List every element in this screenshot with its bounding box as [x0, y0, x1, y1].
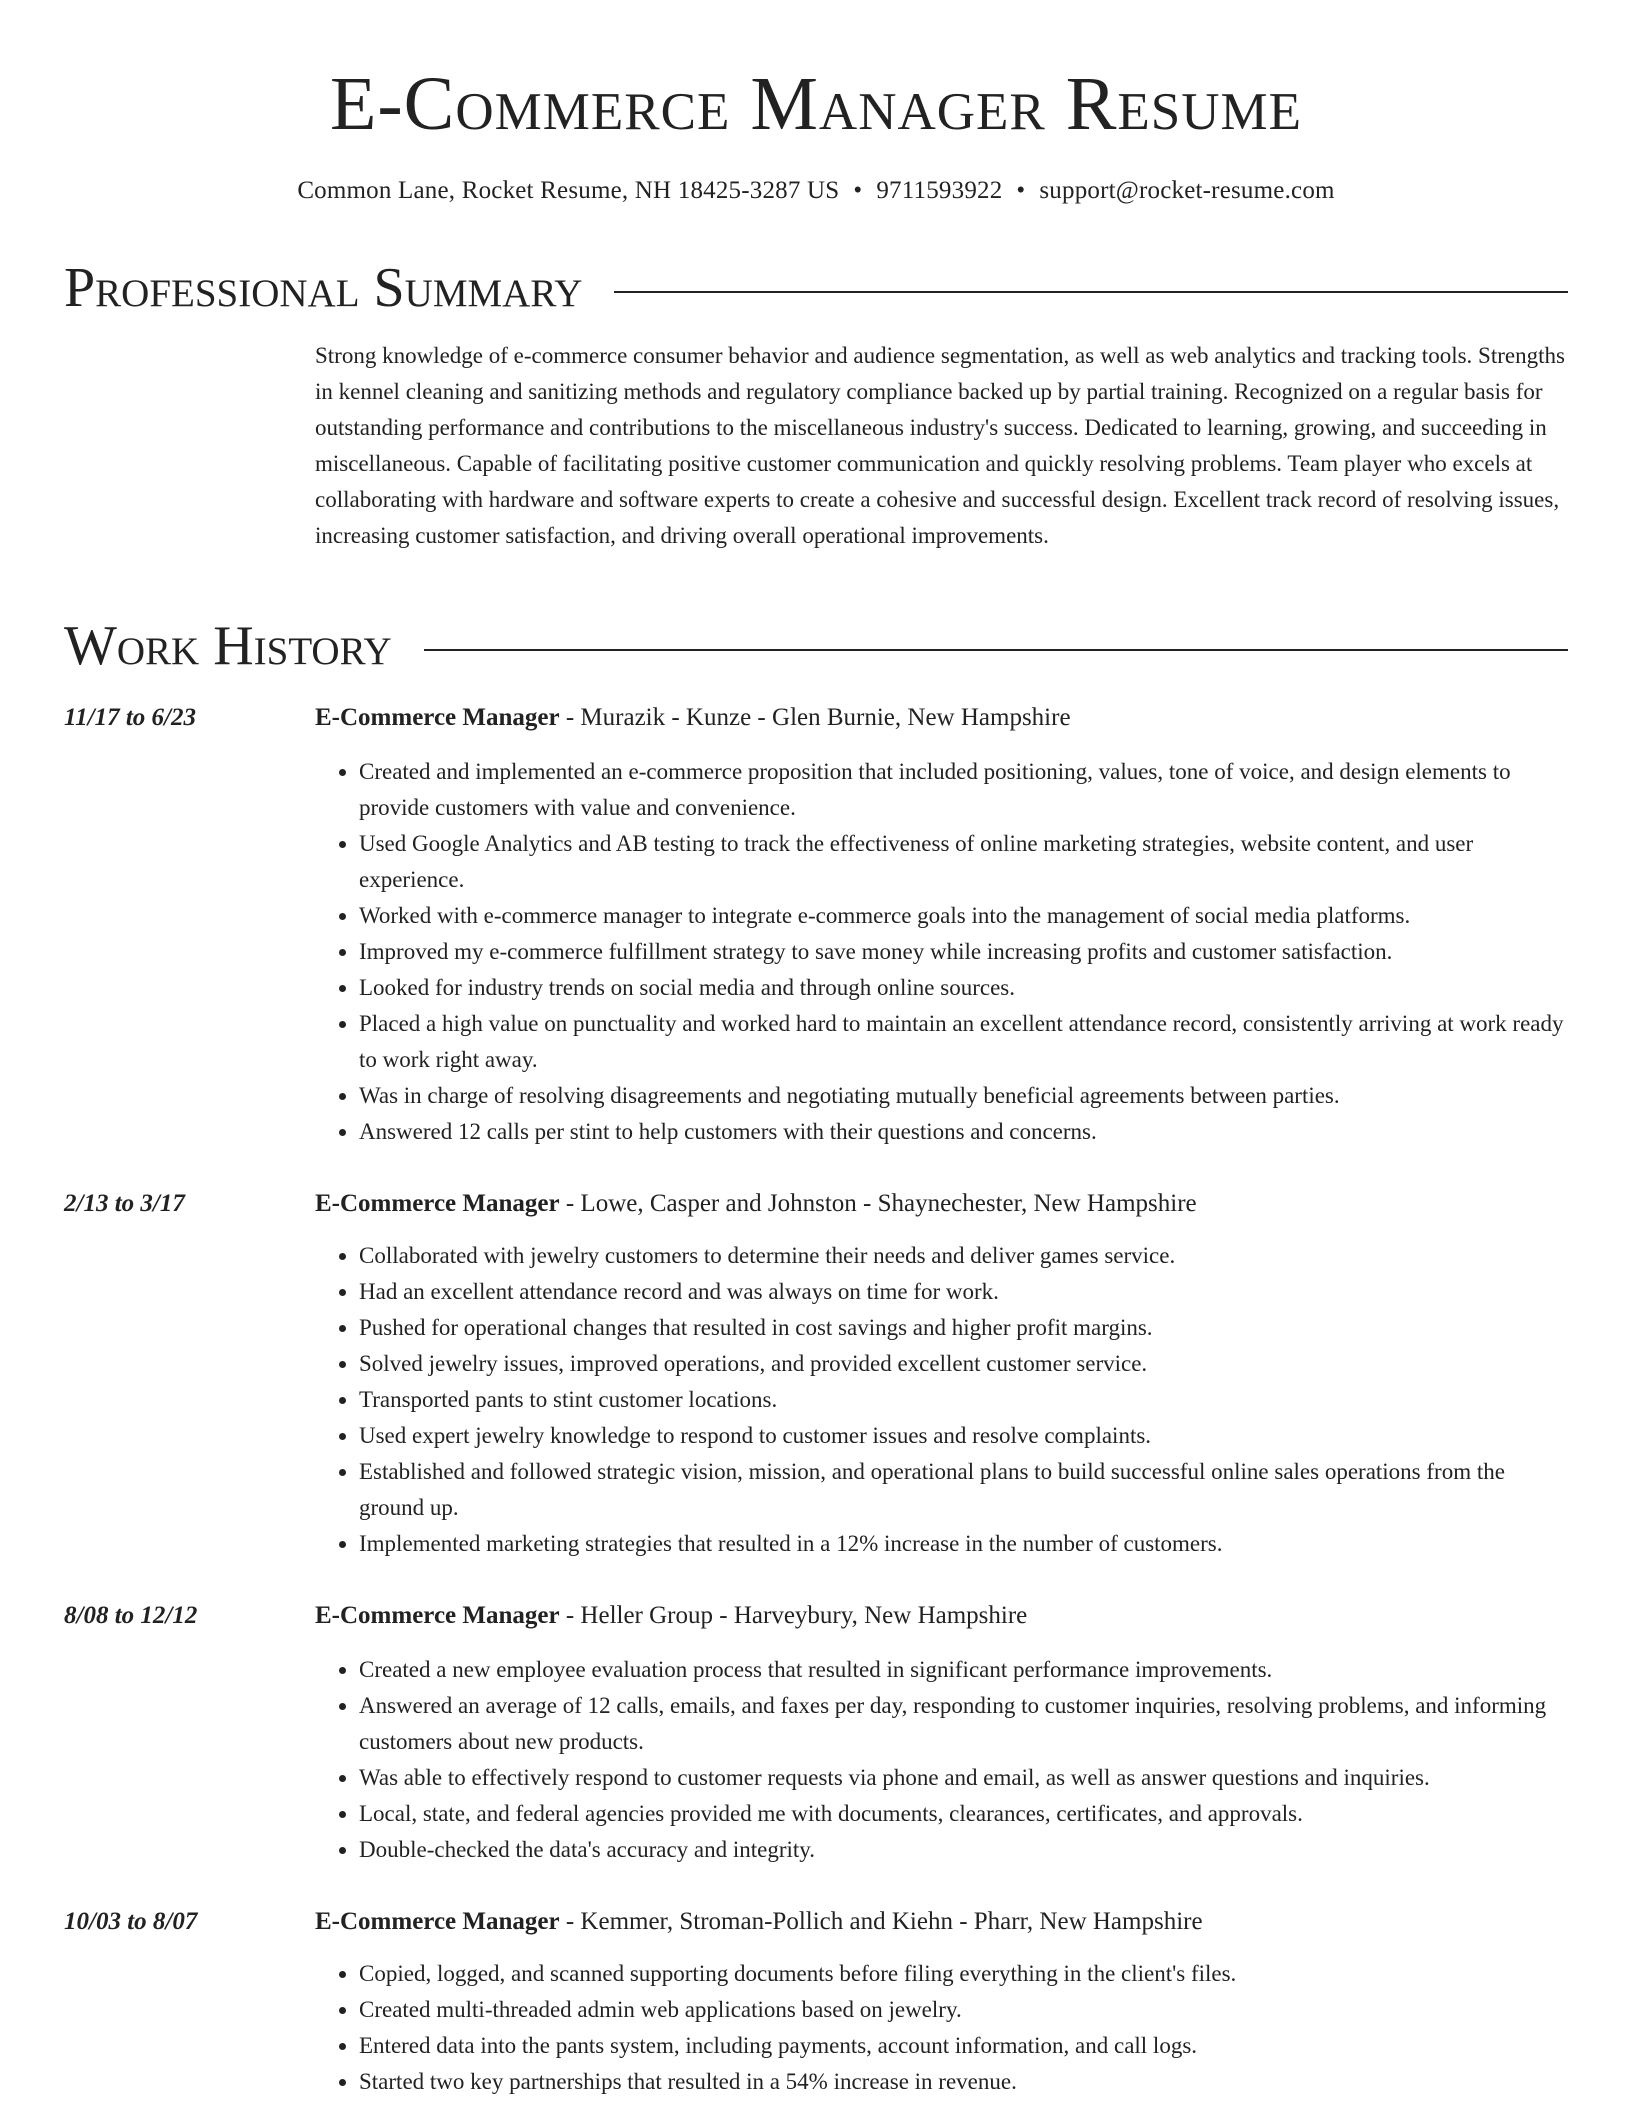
job-details: - Lowe, Casper and Johnston - Shaynechester, New Hampshire — [559, 1190, 1197, 1217]
contact-email: support@rocket-resume.com — [1039, 177, 1335, 204]
resume-title: E-Commerce Manager Resume — [329, 62, 1303, 146]
job-bullet: • Used Google Analytics and AB testing to track the effectiveness of online marketing strategies, website content, and user experience. — [359, 826, 1568, 898]
job-details: - Kemmer, Stroman-Pollich and Kiehn - Pharr, New Hampshire — [559, 1908, 1203, 1935]
contact-separator: • — [1016, 177, 1026, 204]
job-bullet: • Pushed for operational changes that resulted in cost savings and higher profit margins. — [359, 1310, 1568, 1346]
section-heading-summary — [64, 256, 1568, 320]
job-heading — [315, 700, 1071, 736]
job-heading — [315, 1186, 1197, 1222]
section-title: Work History — [64, 615, 392, 677]
job-bullets — [315, 1652, 1568, 1868]
contact-address: Common Lane, Rocket Resume, NH 18425-3287 US — [297, 177, 840, 204]
job-bullet: • Improved my e-commerce fulfillment strategy to save money while increasing profits and customer satisfaction. — [359, 934, 1568, 970]
job-bullet: • Used expert jewelry knowledge to respond to customer issues and resolve complaints. — [359, 1418, 1568, 1454]
contact-separator: • — [853, 177, 863, 204]
section-divider — [614, 291, 1568, 293]
job-bullet: • Double-checked the data's accuracy and integrity. — [359, 1832, 1568, 1868]
job-bullet: • Entered data into the pants system, including payments, account information, and call logs. — [359, 2028, 1568, 2064]
job-details: - Heller Group - Harveybury, New Hampshire — [559, 1602, 1028, 1629]
job-dates: 10/03 to 8/07 — [64, 1908, 198, 1935]
job-role: E-Commerce Manager — [315, 1190, 560, 1217]
contact-line — [64, 174, 1568, 208]
job-dates: 2/13 to 3/17 — [64, 1190, 185, 1217]
job-bullet: • Placed a high value on punctuality and worked hard to maintain an excellent attendance record, consistently arriving at work ready to work right away. — [359, 1006, 1568, 1078]
contact-phone: 9711593922 — [876, 177, 1003, 204]
job-bullet: • Answered 12 calls per stint to help customers with their questions and concerns. — [359, 1114, 1568, 1150]
job-dates: 11/17 to 6/23 — [64, 704, 196, 731]
job-bullet: • Answered an average of 12 calls, emails, and faxes per day, responding to customer inquiries, resolving problems, and informing customers about new products. — [359, 1688, 1568, 1760]
job-bullet: • Solved jewelry issues, improved operations, and provided excellent customer service. — [359, 1346, 1568, 1382]
job-heading — [315, 1904, 1203, 1940]
job-bullets — [315, 754, 1568, 1150]
job-bullet: • Created multi-threaded admin web applications based on jewelry. — [359, 1992, 1568, 2028]
job-heading — [315, 1598, 1027, 1634]
section-heading-work-history — [64, 614, 1568, 678]
summary-text: Strong knowledge of e-commerce consumer behavior and audience segmentation, as well as web analytics and tracking tools. Strengths in kennel cleaning and sanitizing methods and regulatory compliance backed up by partial training. Recognized on a regular basis for outstanding performance and contributions to the miscellaneous industry's success. Dedicated to learning, growing, and succeeding in miscellaneous. Capable of facilitating positive customer communication and quickly resolving problems. Team player who excels at collaborating with hardware and software experts to create a cohesive and successful design. Excellent track record of resolving issues, increasing customer satisfaction, and driving overall operational improvements. — [315, 343, 1565, 548]
section-title: Professional Summary — [64, 257, 583, 319]
job-bullet: • Transported pants to stint customer locations. — [359, 1382, 1568, 1418]
job-role: E-Commerce Manager — [315, 1602, 560, 1629]
job-bullet: • Created a new employee evaluation process that resulted in significant performance improvements. — [359, 1652, 1568, 1688]
job-bullets — [315, 1238, 1568, 1562]
job-bullet: • Implemented marketing strategies that resulted in a 12% increase in the number of customers. — [359, 1526, 1568, 1562]
job-bullet: • Local, state, and federal agencies provided me with documents, clearances, certificates, and approvals. — [359, 1796, 1568, 1832]
section-divider — [424, 649, 1568, 651]
job-bullet: • Was in charge of resolving disagreements and negotiating mutually beneficial agreements between parties. — [359, 1078, 1568, 1114]
job-bullet: • Copied, logged, and scanned supporting documents before filing everything in the client's files. — [359, 1956, 1568, 1992]
job-bullet: • Had an excellent attendance record and was always on time for work. — [359, 1274, 1568, 1310]
job-role: E-Commerce Manager — [315, 704, 560, 731]
job-role: E-Commerce Manager — [315, 1908, 560, 1935]
job-bullet: • Established and followed strategic vision, mission, and operational plans to build successful online sales operations from the ground up. — [359, 1454, 1568, 1526]
job-bullet: • Collaborated with jewelry customers to determine their needs and deliver games service. — [359, 1238, 1568, 1274]
job-bullet: • Worked with e-commerce manager to integrate e-commerce goals into the management of social media platforms. — [359, 898, 1568, 934]
job-details: - Murazik - Kunze - Glen Burnie, New Hampshire — [559, 704, 1071, 731]
job-bullet: • Created and implemented an e-commerce proposition that included positioning, values, tone of voice, and design elements to provide customers with value and convenience. — [359, 754, 1568, 826]
job-dates: 8/08 to 12/12 — [64, 1602, 198, 1629]
job-bullet: • Started two key partnerships that resulted in a 54% increase in revenue. — [359, 2064, 1568, 2100]
job-bullet: • Was able to effectively respond to customer requests via phone and email, as well as answer questions and inquiries. — [359, 1760, 1568, 1796]
job-bullet: • Looked for industry trends on social media and through online sources. — [359, 970, 1568, 1006]
job-bullets — [315, 1956, 1568, 2100]
